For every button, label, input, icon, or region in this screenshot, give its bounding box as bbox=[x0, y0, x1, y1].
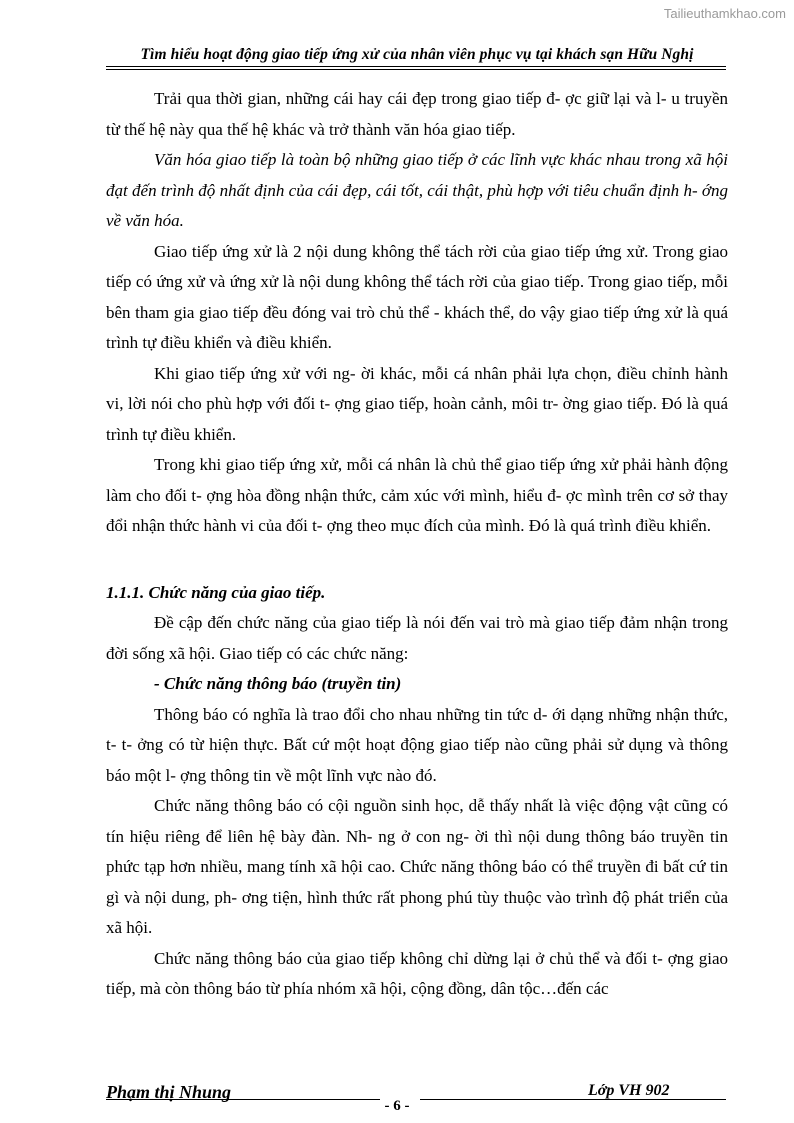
paragraph: Chức năng thông báo có cội nguồn sinh học, dễ thấy nhất là việc động vật cũng có tín hiệu riêng để liên hệ bày đàn. Nh- ng ở con ng- ời thì nội dung thông báo truyền tin phức tạp hơn nhiều, mang tính xã hội cao. Chức năng thông báo có thể truyền đi bất cứ tin gì và nội dung, ph- ơng tiện, hình thức rất phong phú tùy thuộc vào trình độ phát triển của xã hội. bbox=[106, 796, 728, 937]
paragraph: Đề cập đến chức năng của giao tiếp là nói đến vai trò mà giao tiếp đảm nhận trong đời sống xã hội. Giao tiếp có các chức năng: bbox=[106, 613, 728, 663]
header-rule bbox=[106, 66, 726, 67]
page-body bbox=[106, 84, 728, 1005]
page-number: - 6 - bbox=[384, 1098, 410, 1114]
running-header: Tìm hiểu hoạt động giao tiếp ứng xử của nhân viên phục vụ tại khách sạn Hữu Nghị bbox=[140, 46, 694, 63]
paragraph-definition: Văn hóa giao tiếp là toàn bộ những giao tiếp ở các lĩnh vực khác nhau trong xã hội đạt đến trình độ nhất định của cái đẹp, cái tốt, cái thật, phù hợp với tiêu chuẩn định h- ớng về văn hóa. bbox=[106, 150, 728, 230]
paragraph: Thông báo có nghĩa là trao đổi cho nhau những tin tức d- ới dạng những nhận thức, t- t- ởng có từ hiện thực. Bất cứ một hoạt động giao tiếp nào cũng phải sử dụng và thông báo một l- ợng thông tin về một lĩnh vực nào đó. bbox=[106, 704, 728, 785]
paragraph: Trong khi giao tiếp ứng xử, mỗi cá nhân là chủ thể giao tiếp ứng xử phải hành động làm cho đối t- ợng hòa đồng nhận thức, cảm xúc với mình, hiểu đ- ợc mình trên cơ sở thay đổi nhận thức hành vi của đối t- ợng theo mục đích của mình. Đó là quá trình điều khiển. bbox=[106, 455, 728, 535]
header-rule-thin bbox=[106, 69, 726, 70]
footer-class-label: Lớp VH 902 bbox=[588, 1082, 670, 1099]
footer-author: Phạm thị Nhung bbox=[106, 1082, 232, 1102]
paragraph: Khi giao tiếp ứng xử với ng- ời khác, mỗi cá nhân phải lựa chọn, điều chỉnh hành vi, lời nói cho phù hợp với đối t- ợng giao tiếp, hoàn cảnh, môi tr- ờng giao tiếp. Đó là quá trình tự điều khiển. bbox=[106, 363, 728, 444]
paragraph: Trải qua thời gian, những cái hay cái đẹp trong giao tiếp đ- ợc giữ lại và l- u truyền từ thế hệ này qua thế hệ khác và trở thành văn hóa giao tiếp. bbox=[106, 89, 728, 139]
watermark: Tailieuthamkhao.com bbox=[663, 6, 786, 21]
paragraph: Giao tiếp ứng xử là 2 nội dung không thể tách rời của giao tiếp ứng xử. Trong giao tiếp có ứng xử và ứng xử là nội dung không thể tách rời của giao tiếp. Trong giao tiếp, mỗi bên tham gia giao tiếp đều đóng vai trò chủ thể - khách thể, do vậy giao tiếp ứng xử là quá trình tự điều khiển và điều khiển. bbox=[106, 241, 728, 352]
section-heading: 1.1.1. Chức năng của giao tiếp. bbox=[106, 582, 326, 602]
paragraph: Chức năng thông báo của giao tiếp không chỉ dừng lại ở chủ thể và đối t- ợng giao tiếp, mà còn thông báo từ phía nhóm xã hội, cộng đồng, dân tộc…đến các bbox=[106, 948, 728, 998]
subheading: - Chức năng thông báo (truyền tin) bbox=[154, 674, 402, 693]
